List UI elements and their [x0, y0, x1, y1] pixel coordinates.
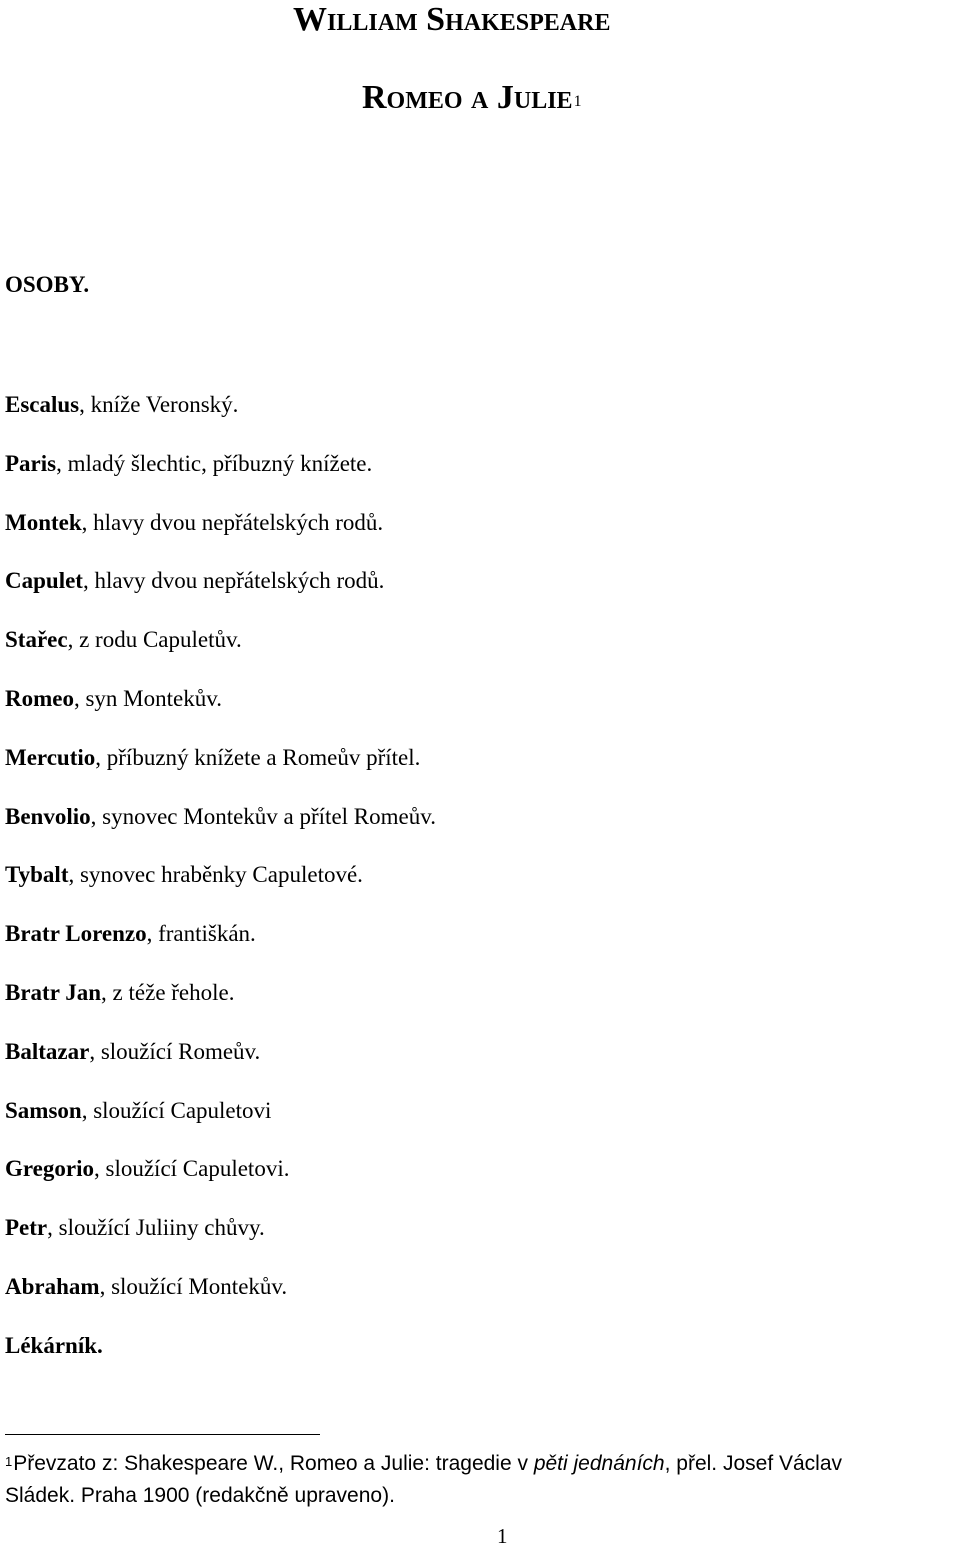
character-description: , příbuzný knížete a Romeův přítel. [95, 744, 421, 770]
cast-item [5, 1154, 436, 1213]
cast-item [5, 684, 436, 743]
cast-item [5, 390, 436, 449]
author-heading: William Shakespeare [293, 1, 611, 38]
cast-item [5, 802, 436, 861]
cast-item [5, 1331, 436, 1390]
character-description: , františkán. [146, 921, 256, 947]
character-name: Bratr Jan [5, 979, 102, 1005]
cast-list [5, 390, 436, 1390]
character-description: , sloužící Capuletovi. [94, 1156, 290, 1182]
character-name: Benvolio [5, 803, 91, 829]
footnote-text: Převzato z: Shakespeare W., Romeo a Julie: tragedie v [13, 1452, 534, 1475]
character-description: , syn Montekův. [73, 685, 222, 711]
cast-item [5, 1096, 436, 1155]
footnote-line-2: Sládek. Praha 1900 (redakčně upraveno). [5, 1484, 395, 1507]
cast-item [5, 1213, 436, 1272]
cast-item [5, 1037, 436, 1096]
character-description: , sloužící Juliiny chůvy. [47, 1215, 265, 1241]
character-description: , mladý šlechtic, příbuzný knížete. [56, 450, 373, 476]
cast-item [5, 743, 436, 802]
character-name: Montek [5, 509, 82, 535]
character-name: Mercutio [5, 744, 96, 770]
character-name: Samson [5, 1097, 82, 1123]
cast-item [5, 508, 436, 567]
cast-item [5, 449, 436, 508]
character-name: Stařec [5, 627, 68, 653]
cast-item [5, 919, 436, 978]
character-name: Paris [5, 450, 57, 476]
footnote [5, 1448, 960, 1512]
title-footnote-mark[interactable]: 1 [573, 93, 582, 110]
character-name: Escalus [5, 392, 80, 417]
play-title-text: Romeo a Julie [362, 79, 573, 116]
character-name: Tybalt [5, 862, 69, 888]
character-name: Baltazar [5, 1038, 90, 1064]
cast-item [5, 978, 436, 1037]
character-name: Petr [5, 1215, 48, 1241]
character-description: , synovec hraběnky Capuletové. [68, 862, 363, 888]
cast-item [5, 860, 436, 919]
character-name: Romeo [5, 685, 74, 711]
page-number: 1 [497, 1524, 508, 1548]
character-description: , sloužící Romeův. [89, 1038, 261, 1064]
cast-item [5, 566, 436, 625]
play-title [362, 78, 581, 118]
footnote-mark: 1 [5, 1454, 13, 1469]
character-description: , z rodu Capuletův. [67, 627, 242, 653]
character-name: Lékárník. [5, 1332, 103, 1358]
cast-item [5, 1272, 436, 1331]
footnote-text: , přel. Josef Václav [664, 1452, 843, 1475]
character-description: , kníže Veronský. [79, 392, 239, 417]
footnote-line-1 [5, 1448, 960, 1480]
footnote-italic-text: pěti jednáních [533, 1452, 665, 1475]
character-name: Abraham [5, 1273, 100, 1299]
character-description: , z téže řehole. [101, 979, 235, 1005]
section-heading-persons: OSOBY. [5, 272, 90, 297]
cast-item [5, 625, 436, 684]
character-description: , sloužící Capuletovi [81, 1097, 272, 1123]
footnote-separator [5, 1434, 320, 1435]
character-name: Bratr Lorenzo [5, 921, 147, 947]
character-name: Capulet [5, 568, 83, 594]
character-description: , synovec Montekův a přítel Romeův. [90, 803, 436, 829]
character-description: , sloužící Montekův. [99, 1273, 288, 1299]
character-name: Gregorio [5, 1156, 94, 1182]
character-description: , hlavy dvou nepřátelských rodů. [82, 568, 385, 594]
character-description: , hlavy dvou nepřátelských rodů. [81, 509, 384, 535]
